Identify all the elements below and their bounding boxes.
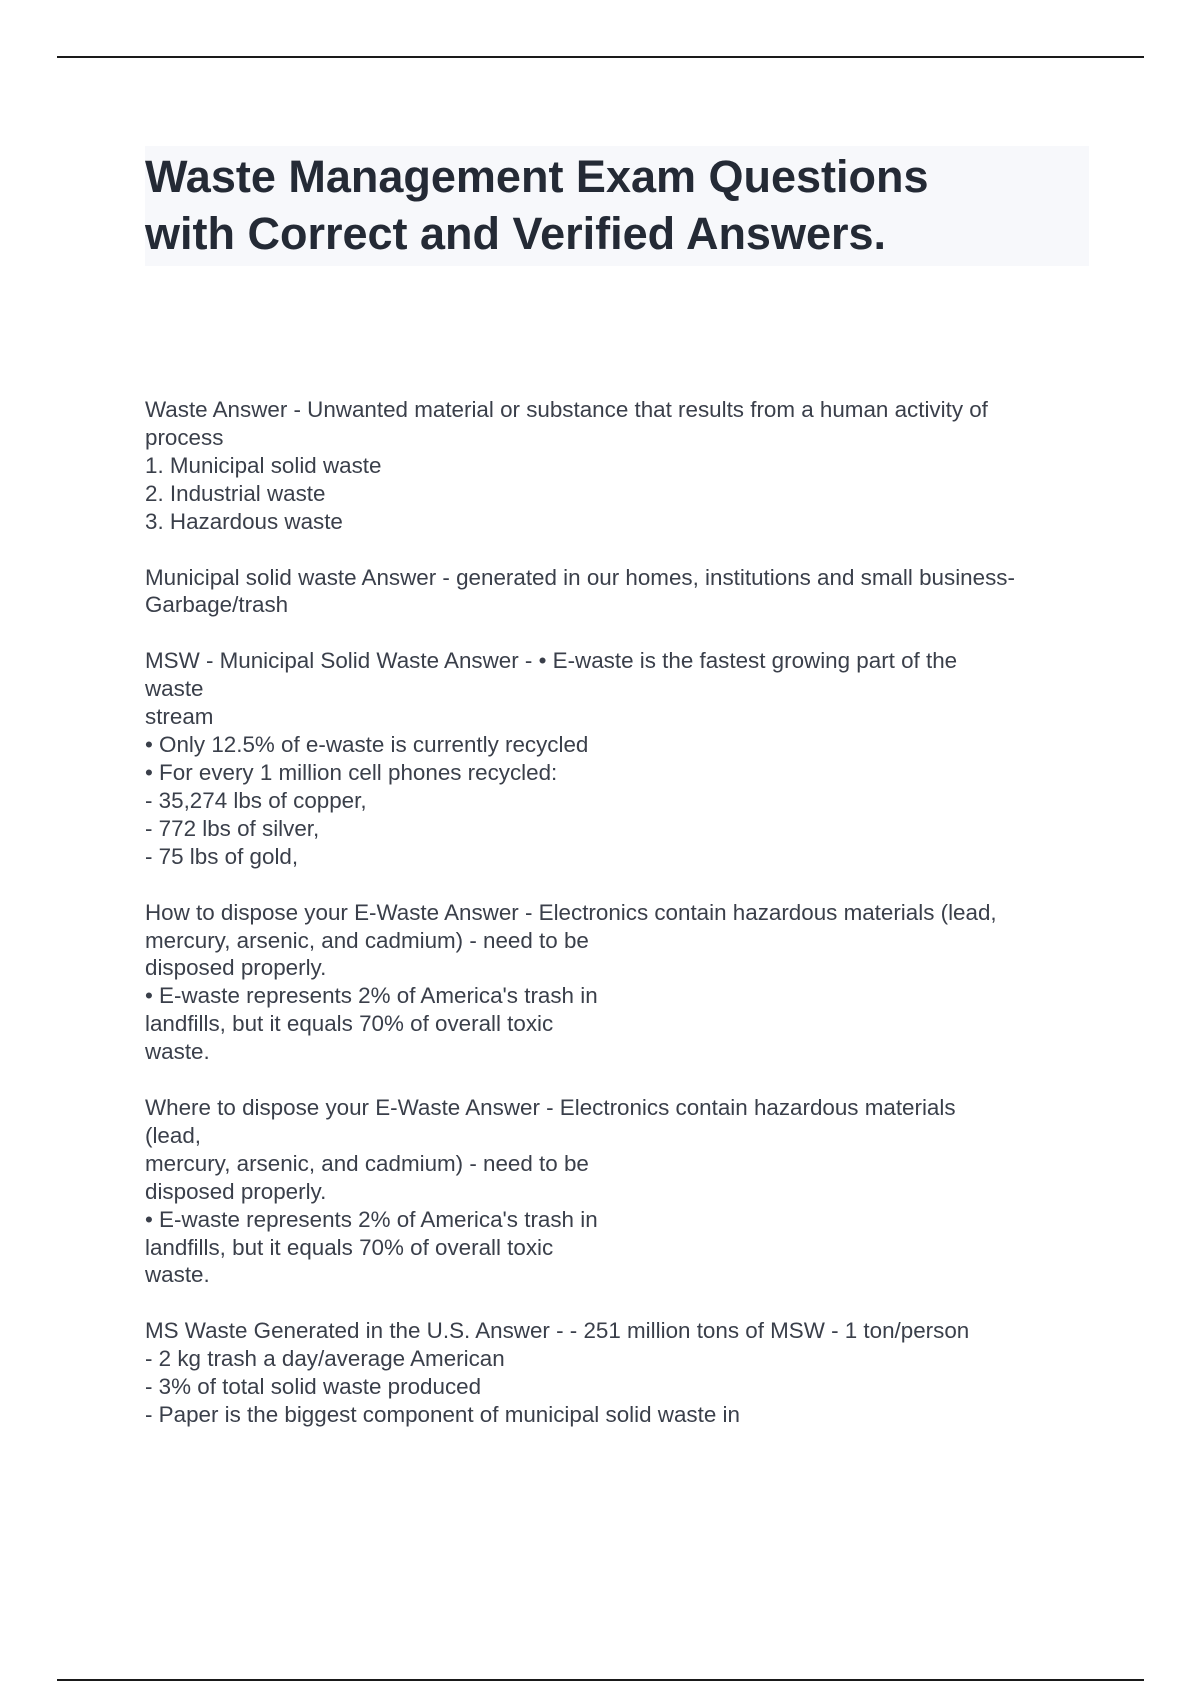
- text-line: - 35,274 lbs of copper,: [145, 787, 367, 813]
- text-line: • Only 12.5% of e-waste is currently recycled: [145, 732, 589, 758]
- text-line: 3. Hazardous waste: [145, 508, 343, 534]
- qa-entry-municipal-solid-waste: [145, 564, 1095, 620]
- qa-entry-where-to-dispose: [145, 1094, 1095, 1289]
- text-line: Where to dispose your E-Waste Answer - Electronics contain hazardous materials: [145, 1095, 956, 1121]
- page-title: [145, 146, 1089, 266]
- text-line: 2. Industrial waste: [145, 480, 326, 506]
- text-line: - Paper is the biggest component of municipal solid waste in: [145, 1402, 740, 1428]
- text-line: disposed properly.: [145, 1178, 327, 1204]
- text-line: landfills, but it equals 70% of overall toxic: [145, 1234, 554, 1260]
- text-line: - 2 kg trash a day/average American: [145, 1346, 505, 1372]
- text-line: - 772 lbs of silver,: [145, 815, 320, 841]
- text-line: • E-waste represents 2% of America's trash in: [145, 1206, 598, 1232]
- text-line: process: [145, 424, 224, 450]
- text-line: (lead,: [145, 1122, 202, 1148]
- qa-entry-ms-waste-generated: [145, 1317, 1095, 1429]
- qa-entry-how-to-dispose: [145, 899, 1095, 1066]
- text-line: Municipal solid waste Answer - generated in our homes, institutions and small business-: [145, 564, 1015, 590]
- qa-entry-msw: [145, 647, 1095, 870]
- text-line: • For every 1 million cell phones recycled:: [145, 759, 558, 785]
- text-line: waste.: [145, 1039, 210, 1065]
- bottom-rule: [57, 1679, 1144, 1681]
- qa-entry-waste: [145, 396, 1095, 536]
- text-line: 1. Municipal solid waste: [145, 452, 382, 478]
- title-line: Waste Management Exam Questions: [145, 151, 929, 202]
- text-line: mercury, arsenic, and cadmium) - need to be: [145, 1150, 589, 1176]
- text-line: Waste Answer - Unwanted material or substance that results from a human activity of: [145, 397, 988, 422]
- text-line: MSW - Municipal Solid Waste Answer - • E-waste is the fastest growing part of the: [145, 648, 958, 674]
- text-line: How to dispose your E-Waste Answer - Electronics contain hazardous materials (lead,: [145, 899, 997, 925]
- text-line: waste.: [145, 1262, 210, 1288]
- text-line: disposed properly.: [145, 955, 327, 981]
- text-line: • E-waste represents 2% of America's trash in: [145, 983, 598, 1009]
- text-line: landfills, but it equals 70% of overall toxic: [145, 1011, 554, 1037]
- text-line: mercury, arsenic, and cadmium) - need to be: [145, 927, 589, 953]
- text-line: Garbage/trash: [145, 592, 289, 618]
- title-line: with Correct and Verified Answers.: [145, 208, 887, 259]
- qa-content: [145, 396, 1095, 1457]
- text-line: waste: [145, 676, 204, 702]
- title-block: [145, 146, 1089, 266]
- top-rule: [57, 56, 1144, 58]
- text-line: - 75 lbs of gold,: [145, 843, 299, 869]
- text-line: MS Waste Generated in the U.S. Answer - - 251 million tons of MSW - 1 ton/person: [145, 1318, 970, 1344]
- text-line: stream: [145, 704, 214, 730]
- text-line: - 3% of total solid waste produced: [145, 1374, 482, 1400]
